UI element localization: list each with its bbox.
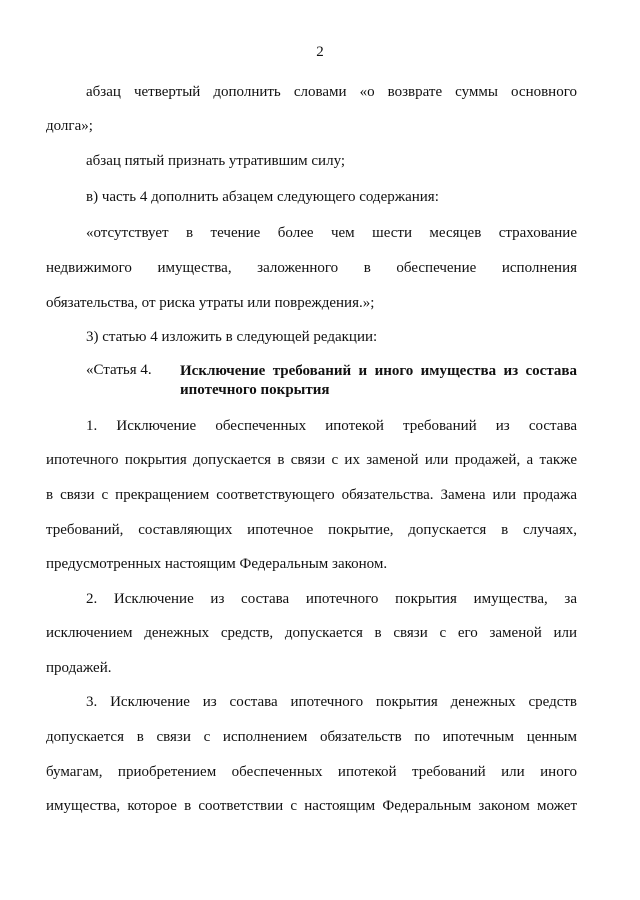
text-line: в) часть 4 дополнить абзацем следующего содержания: [86,189,439,205]
text-line: допускается в связи с исполнением обязательств по ипотечным ценным [46,729,577,745]
text-line: предусмотренных настоящим Федеральным законом. [46,556,388,572]
text-line: 3. Исключение из состава ипотечного покрытия денежных средств [86,694,577,710]
article-label: «Статья 4. [86,362,152,378]
text-line: обязательства, от риска утраты или повреждения.»; [46,295,375,311]
text-line: 3) статью 4 изложить в следующей редакции: [86,329,378,345]
text-line: 1. Исключение обеспеченных ипотекой требований из состава [86,418,577,434]
text-line: ипотечного покрытия допускается в связи с их заменой или продажей, а также [46,452,577,468]
text-line: требований, составляющих ипотечное покрытие, допускается в случаях, [46,522,577,538]
article-title: Исключение требований и иного имущества из состава ипотечного покрытия [180,363,577,398]
text-line: продажей. [46,660,112,676]
text-line: «отсутствует в течение более чем шести месяцев страхование [86,225,577,241]
text-line: имущества, которое в соответствии с настоящим Федеральным законом может [46,798,577,814]
page-number: 2 [316,44,324,60]
text-line: исключением денежных средств, допускается в связи с его заменой или [46,625,577,641]
text-line: долга»; [46,118,93,134]
text-line: 2. Исключение из состава ипотечного покрытия имущества, за [86,591,577,607]
text-line: недвижимого имущества, заложенного в обеспечение исполнения [46,260,577,276]
text-line: абзац пятый признать утратившим силу; [86,153,346,169]
text-line: в связи с прекращением соответствующего обязательства. Замена или продажа [46,487,577,503]
text-line: бумагам, приобретением обеспеченных ипотекой требований или иного [46,764,577,780]
text-line: абзац четвертый дополнить словами «о возврате суммы основного [86,84,577,100]
